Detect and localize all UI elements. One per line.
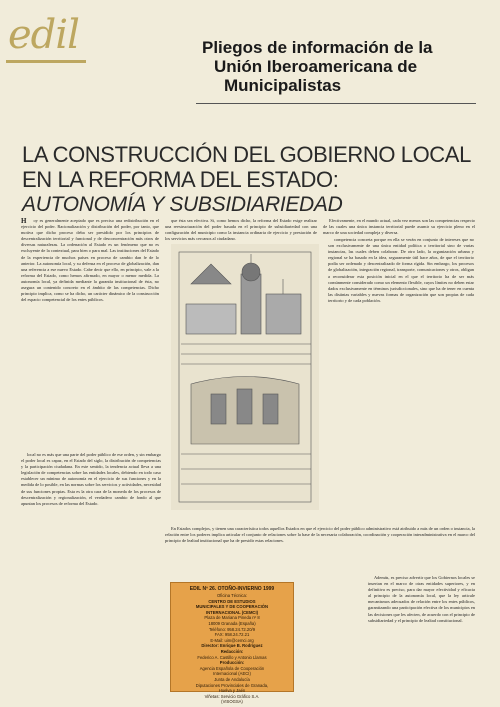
headline-line-1: LA CONSTRUCCIÓN DEL GOBIERNO LOCAL	[22, 142, 471, 167]
logo-rule	[6, 60, 86, 63]
imprint-line: E-Mail: uim@cemci.org	[210, 637, 254, 643]
imprint-line: Director: Enrique B. Rodríguez	[201, 643, 263, 649]
publication-line-1: Pliegos de información de la	[202, 38, 433, 57]
imprint-line: Teléfono: 958.24.72.20/9	[208, 626, 256, 632]
imprint-line: Huelva y Jaén	[218, 688, 246, 694]
imprint-line: INTERNACIONAL (CEMCI)	[205, 609, 259, 615]
imprint-line: CENTRO DE ESTUDIOS	[208, 598, 256, 604]
imprint-edition: EDIL Nº 26. OTOÑO-INVIERNO 1999	[189, 586, 275, 592]
column-2-top-text: que ésta sea efectiva. Si, como hemos dicho, la reforma del Estado exige realizar una reestructuración del poder basada en el principio de subsidiariedad con una configuración del municipio como la instancia ordinaria de ejercicio y prestación de los servicios más cercanos al ciudadano.	[165, 218, 317, 242]
article-column-3	[328, 237, 474, 529]
headline-line-2: EN LA REFORMA DEL ESTADO:	[22, 167, 339, 192]
column-1-cont-text: local no es más que una parte del poder público de ese orden, y sin embargo el poder local es capaz, en el Estado del siglo, la distribución de competencias y la participación ciudadana. En este sentido, la tendencia actual lleva a una legislación de competencias sobre las entidades locales, debiendo en todo caso establecer un mínimo de autonomía en el ejercicio de sus funciones y en la medida de lo posible, en las normas sobre los servicios y actividades, necesidad de sus funciones propias. Esta es la otra cara de la moneda de los procesos de descentralización y regionalización, el verdadero cambio de fondo al que apuntan los procesos de reforma del Estado.	[21, 452, 161, 506]
masthead	[0, 0, 500, 118]
imprint-line: Internacional (AECI)	[213, 671, 251, 677]
publication-title	[202, 38, 433, 95]
article-column-3-bottom	[368, 575, 475, 692]
article-column-1	[21, 218, 159, 450]
publication-line-2: Unión Iberoamericana de	[214, 57, 418, 76]
imprint-line: FAX: 958.24.72.21	[214, 632, 250, 638]
publication-line-3: Municipalistas	[224, 76, 342, 95]
imprint-line: Agencia Española de Cooperación	[199, 665, 265, 671]
imprint-line: Viñetas: Servicio Gráfico S.A.	[204, 693, 260, 699]
imprint-line: Oficina Técnica:	[217, 593, 247, 598]
column-3-top-text: Efectivamente, en el mundo actual, cada vez menos son las competencias respecto de las cuales una única instancia territorial puede asumir su ejercicio pleno en el marco de una sociedad compleja y diversa.	[323, 218, 475, 236]
article-column-3-top	[323, 218, 475, 238]
column-3-bottom-text: Además, es preciso advertir que los Gobiernos locales se insertan en el marco de otras entidades superiores, y en definitiva es preciso, para dar mayor efectividad y eficacia al principio de la autonomía local, que la ley articule mecanismos adecuados de relación entre los entes públicos, garantizando una participación efectiva de los municipios en las decisiones que les afecten, de acuerdo con el principio de subsidiariedad y el principio de lealtad constitucional.	[368, 575, 475, 623]
imprint-line: Federico A. Castillo y Antonio Llamas	[197, 654, 267, 660]
imprint-line: Junta de Andalucía	[214, 676, 250, 682]
imprint-line: MUNICIPALES Y DE COOPERACIÓN	[195, 604, 269, 610]
column-1-text: oy es generalmente aceptado que es preciso una redistribución en el ejercicio del poder. Racionalización y distribución del poder, por tanto, que motiva que dicho proceso deba ser presidido por los principios de descentralización territorial y funcional y de desconcentración más otros de diversas naturalezas. La ordenación al Estado es un fenómeno que no es excluyente de la contextual, para bien o para mal. Las instituciones del Estado de la experiencia de muchos países en proceso de cambio dan fe de lo anterior. La autonomía local, y su defensa en el proceso de globalización, dan una referencia a ese nuevo Estado. Cabe decir que ello, en principio, vale a la reforma del Estado, como hemos afirmado, en mayor o menor medida. La autonomía local, ya definida mediante la garantía institucional de ésta, no asegura un contenido concreto en el ámbito de las competencias. Dicho principio implica, como se ha dicho, un carácter dinámico de la construcción del espacio competencial de los entes públicos.	[21, 218, 159, 303]
imprint-line: Redacción:	[220, 648, 244, 654]
column-3-text: competencia concreta porque en ella se verán en conjunto de intereses que no son exclusivamente de una única entidad política o territorial sino de varias instancias, las cuales deben colaborar. De otro lado, la organización urbana y regional se ha basado en la idea, seguramente útil hace años, de que el territorio podía ser ordenado y descentralizado de forma rígida. Sin embargo, los procesos de globalización, integración regional, transporte, comunicaciones y otros, obligan a reconsiderar esta posición inicial en el que el territorio ha de ser más comúnmente considerado como un elemento flexible, cuyos límites no deben estar dados exclusivamente en términos jurisdiccionales, sino que ha de tener en cuenta las distintas variables y nuevas formas de organización que son propias de cada territorio y de cada población.	[328, 237, 474, 303]
imprint-line: Producción:	[219, 660, 245, 666]
wide-paragraph-text: En Estados complejos, y tienen una característica todos aquellos Estados en que el ejercicio del poder público administrativo está atribuido a más de un orden o instancia, la relación entre los poderes implica articular el conjunto de relaciones sobre la base de la necesaria colaboración, coordinación y cooperación interadministrativa en el marco del principio de lealtad institucional que ha de presidir estas relaciones.	[165, 526, 475, 544]
city-cathedral-engraving-icon	[171, 244, 319, 510]
article-wide-paragraph	[165, 526, 475, 572]
imprint-box	[170, 582, 294, 705]
imprint-line: 18009 Granada (España)	[208, 620, 256, 626]
imprint-line: (VISOGSA)	[221, 699, 243, 705]
dropcap: H	[21, 217, 27, 225]
imprint-line: Diputaciones Provinciales de Granada,	[195, 682, 269, 688]
headline-subtitle: AUTONOMÍA Y SUBSIDIARIEDAD	[22, 193, 343, 216]
edil-logo: edil	[8, 12, 79, 58]
article-column-1-continued	[21, 452, 161, 692]
publication-rule	[196, 103, 476, 104]
article-headline	[22, 142, 482, 217]
imprint-line: Plaza de Mariana Pineda nº 8	[204, 615, 260, 621]
article-column-2-top	[165, 218, 317, 242]
